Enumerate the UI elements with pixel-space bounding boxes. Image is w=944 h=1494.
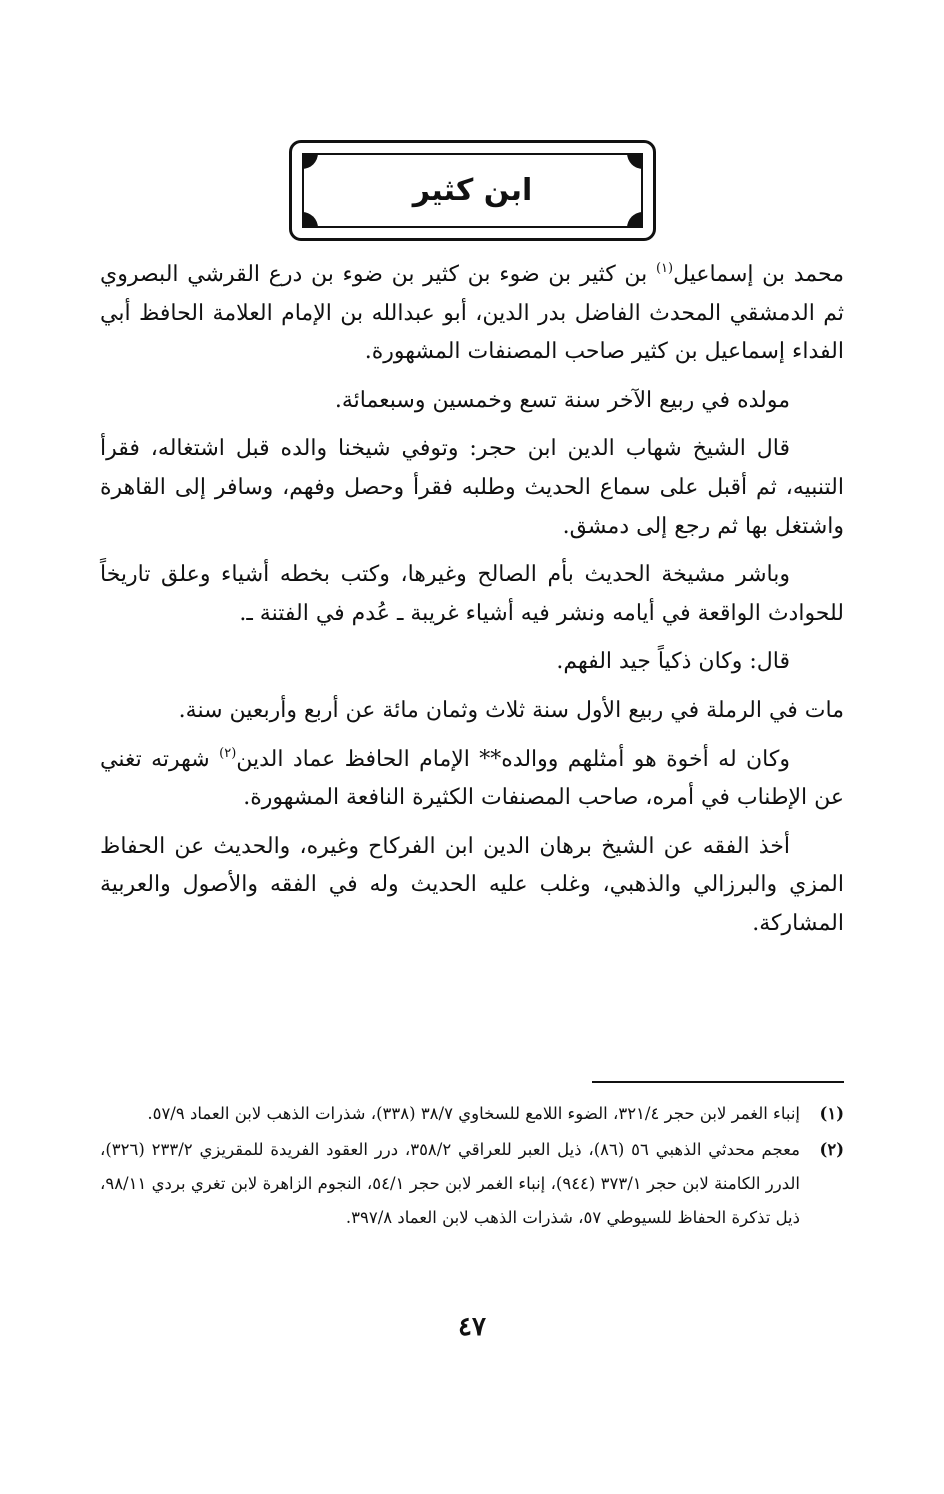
footnote-number: (٢): [819, 1140, 844, 1159]
paragraph-6: مات في الرملة في ربيع الأول سنة ثلاث وثمان مائة عن أربع وأربعين سنة.: [178, 697, 844, 723]
paragraph-8: أخذ الفقه عن الشيخ برهان الدين ابن الفركاح وغيره، والحديث عن الحفاظ المزي والبرزالي والذهبي، وغلب عليه الحديث وله في الفقه والأصول والعربية المشاركة.: [100, 833, 844, 936]
paragraph-7: [100, 741, 844, 818]
frame-corner-ornament: [627, 153, 643, 169]
frame-corner-ornament: [627, 212, 643, 228]
footnote-text: إنباء الغمر لابن حجر ٣٢١/٤، الضوء اللامع للسخاوي ٣٨/٧ (٣٣٨)، شذرات الذهب لابن العماد ٥٧/٩.: [147, 1104, 800, 1123]
footnote-item: [100, 1133, 844, 1235]
paragraph-3: قال الشيخ شهاب الدين ابن حجر: وتوفي شيخنا والده قبل اشتغاله، فقرأ التنبيه، ثم أقبل على سماع الحديث وطلبه فقرأ وحصل وفهم، وسافر إلى القاهرة واشتغل بها ثم رجع إلى دمشق.: [100, 436, 844, 539]
footnote-item: [100, 1097, 844, 1131]
paragraph-2: مولده في ربيع الآخر سنة تسع وخمسين وسبعمائة.: [334, 387, 790, 413]
paragraph-5: قال: وكان ذكياً جيد الفهم.: [556, 649, 790, 675]
frame-corner-ornament: [302, 153, 318, 169]
footnote-divider: [592, 1081, 844, 1083]
footnote-text: معجم محدثي الذهبي ٥٦ (٨٦)، ذيل العبر للعراقي ٣٥٨/٢، درر العقود الفريدة للمقريزي ٢٣٣/٢ (٣٢٦)، الدرر الكامنة لابن حجر ٣٧٣/١ (٩٤٤)، إنباء الغمر لابن حجر ٥٤/١، النجوم الزاهرة لابن تغري بردي ٩٨/١١، ذيل تذكرة الحفاظ للسيوطي ٥٧، شذرات الذهب لابن العماد ٣٩٧/٨.: [100, 1140, 800, 1227]
paragraph-4: وباشر مشيخة الحديث بأم الصالح وغيرها، وكتب بخطه أشياء وعلق تاريخاً للحوادث الواقعة في أيامه ونشر فيه أشياء غريبة ـ عُدم في الفتنة ـ.: [100, 562, 844, 626]
paragraph-1: [100, 256, 844, 372]
paragraph-7-rest: شهرته تغني عن الإطناب في أمره، صاحب المصنفات الكثيرة النافعة المشهورة.: [100, 746, 844, 811]
footnote-number: (١): [819, 1104, 844, 1123]
paragraph-7-start: وكان له أخوة هو أمثلهم ووالده** الإمام الحافظ عماد الدين: [236, 746, 790, 772]
footnote-ref-1: (١): [655, 261, 674, 276]
chapter-title: ابن كثير: [412, 173, 533, 208]
paragraph-1-start: محمد بن إسماعيل: [673, 262, 844, 287]
title-frame: [289, 140, 656, 241]
footnotes: [100, 1097, 844, 1237]
title-inner-border: [302, 153, 643, 228]
footnote-ref-2: (٢): [219, 745, 237, 761]
page-number: ٤٧: [458, 1312, 486, 1342]
frame-corner-ornament: [302, 212, 318, 228]
paragraph-1-rest: بن كثير بن ضوء بن كثير بن ضوء بن درع القرشي البصروي ثم الدمشقي المحدث الفاضل بدر الدين، أبو عبدالله بن الإمام العلامة الحافظ أبي الفداء إسماعيل بن كثير صاحب المصنفات المشهورة.: [100, 262, 844, 365]
main-text: [100, 256, 844, 954]
